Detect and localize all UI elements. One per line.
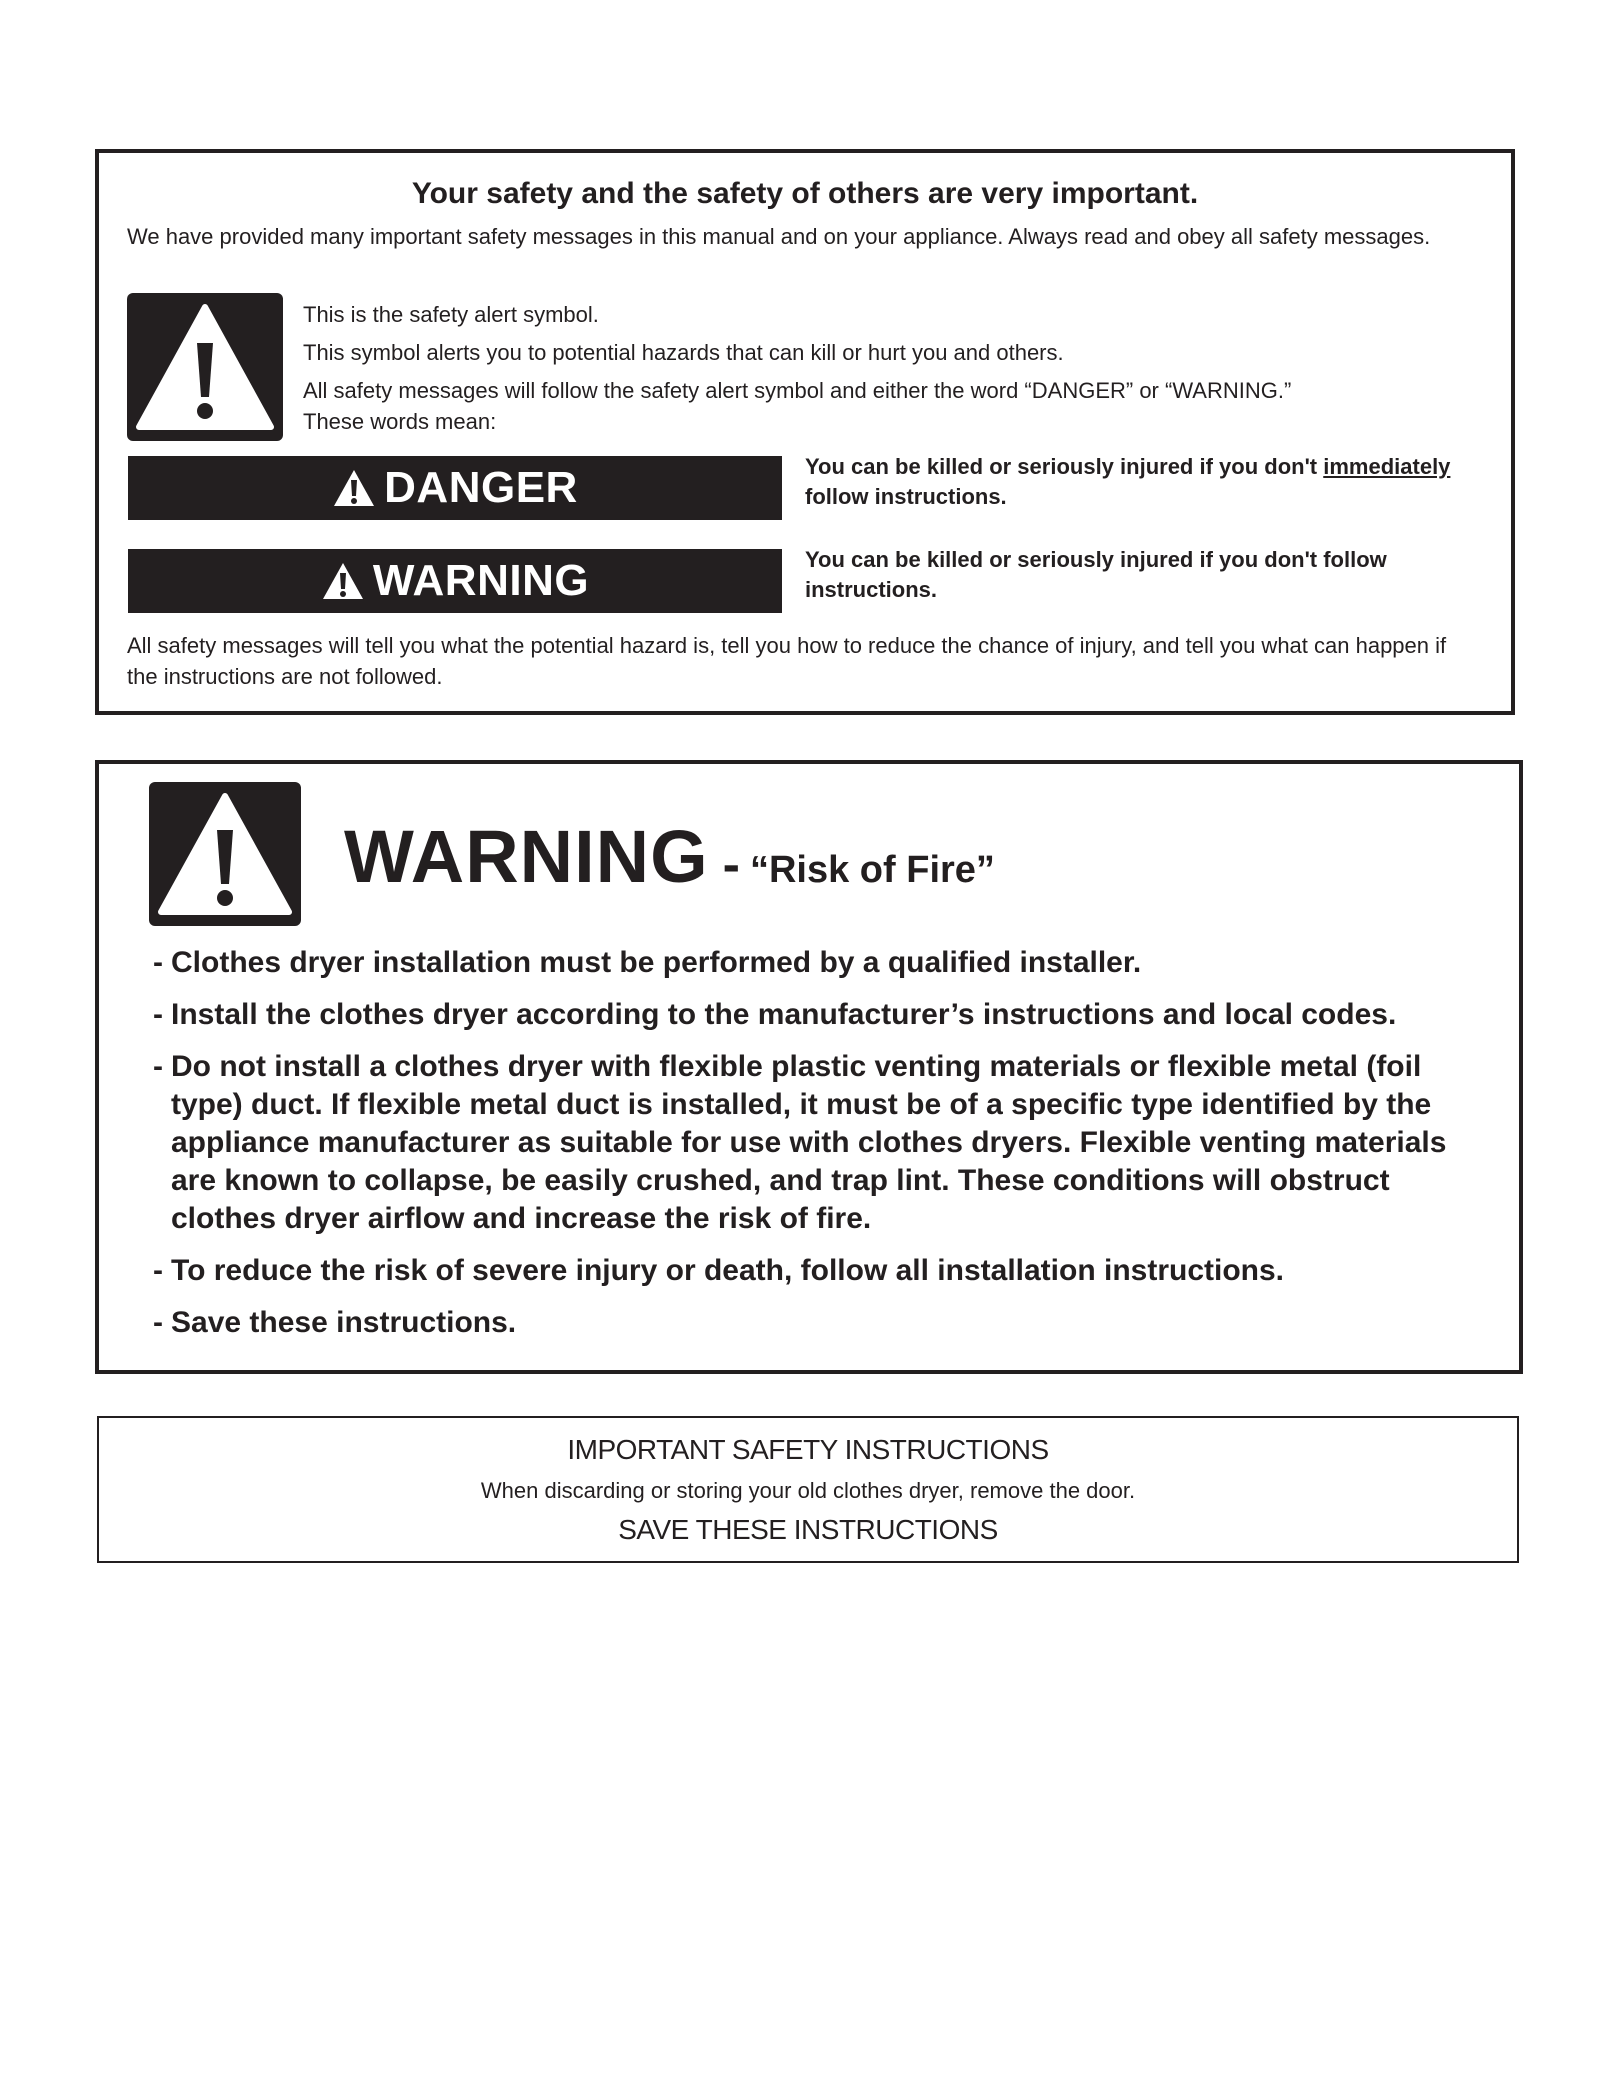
symbol-line-4: These words mean:: [303, 409, 497, 434]
fire-warning-list: [153, 944, 1489, 1356]
safety-intro-box: [95, 149, 1515, 715]
danger-desc-prefix: You can be killed or seriously injured if you don't: [805, 454, 1324, 479]
save-instructions: SAVE THESE INSTRUCTIONS: [618, 1514, 998, 1545]
danger-label: DANGER: [384, 463, 578, 512]
heading-dash: -: [722, 836, 740, 894]
safety-intro-text: We have provided many important safety messages in this manual and on your appliance. Always read and obey all safety messages.: [127, 224, 1431, 249]
fire-warning-heading: [344, 814, 995, 899]
list-item: - To reduce the risk of severe injury or death, follow all installation instructions.: [153, 1252, 1489, 1290]
discard-instruction: When discarding or storing your old clothes dryer, remove the door.: [480, 1478, 1136, 1503]
danger-description: [805, 452, 1491, 512]
list-item: - Do not install a clothes dryer with flexible plastic venting materials or flexible metal (foil type) duct. If flexible metal duct is installed, it must be of a specific type identified by the appliance manufacturer as suitable for use with clothes dryers. Flexible venting materials are known to collapse, be easily crushed, and trap lint. These conditions will obstruct clothes dryer airflow and increase the risk of fire.: [153, 1048, 1489, 1238]
warning-label: WARNING: [372, 556, 590, 605]
danger-signal-bar: [128, 456, 782, 520]
safety-alert-icon: [127, 293, 283, 441]
list-item: - Clothes dryer installation must be performed by a qualified installer.: [153, 944, 1489, 982]
warning-signal-bar: [128, 549, 782, 613]
safety-outro-text: All safety messages will tell you what the potential hazard is, tell you how to reduce the chance of injury, and tell you what can happen if the instructions are not followed.: [127, 633, 1447, 689]
important-safety-box: [97, 1416, 1519, 1563]
symbol-explanation: [303, 299, 1291, 444]
alert-triangle-icon: [321, 561, 365, 601]
list-item: - Install the clothes dryer according to the manufacturer’s instructions and local codes.: [153, 996, 1489, 1034]
safety-title: Your safety and the safety of others are very important.: [411, 177, 1199, 210]
symbol-line-3: All safety messages will follow the safety alert symbol and either the word “DANGER” or “WARNING.”: [303, 378, 1292, 403]
risk-of-fire-subheading: “Risk of Fire”: [749, 849, 995, 891]
list-item: - Save these instructions.: [153, 1304, 1489, 1342]
fire-warning-box: [95, 760, 1523, 1374]
warning-description: You can be killed or seriously injured if you don't follow instructions.: [805, 547, 1387, 602]
important-heading: IMPORTANT SAFETY INSTRUCTIONS: [567, 1434, 1049, 1465]
symbol-line-1: This is the safety alert symbol.: [303, 302, 599, 327]
symbol-line-2: This symbol alerts you to potential hazards that can kill or hurt you and others.: [303, 340, 1064, 365]
alert-triangle-icon: [332, 468, 376, 508]
safety-alert-icon: [149, 782, 301, 926]
danger-desc-emphasis: immediately: [1323, 454, 1451, 479]
danger-desc-suffix: follow instructions.: [805, 484, 1007, 509]
warning-word: WARNING: [344, 815, 709, 898]
